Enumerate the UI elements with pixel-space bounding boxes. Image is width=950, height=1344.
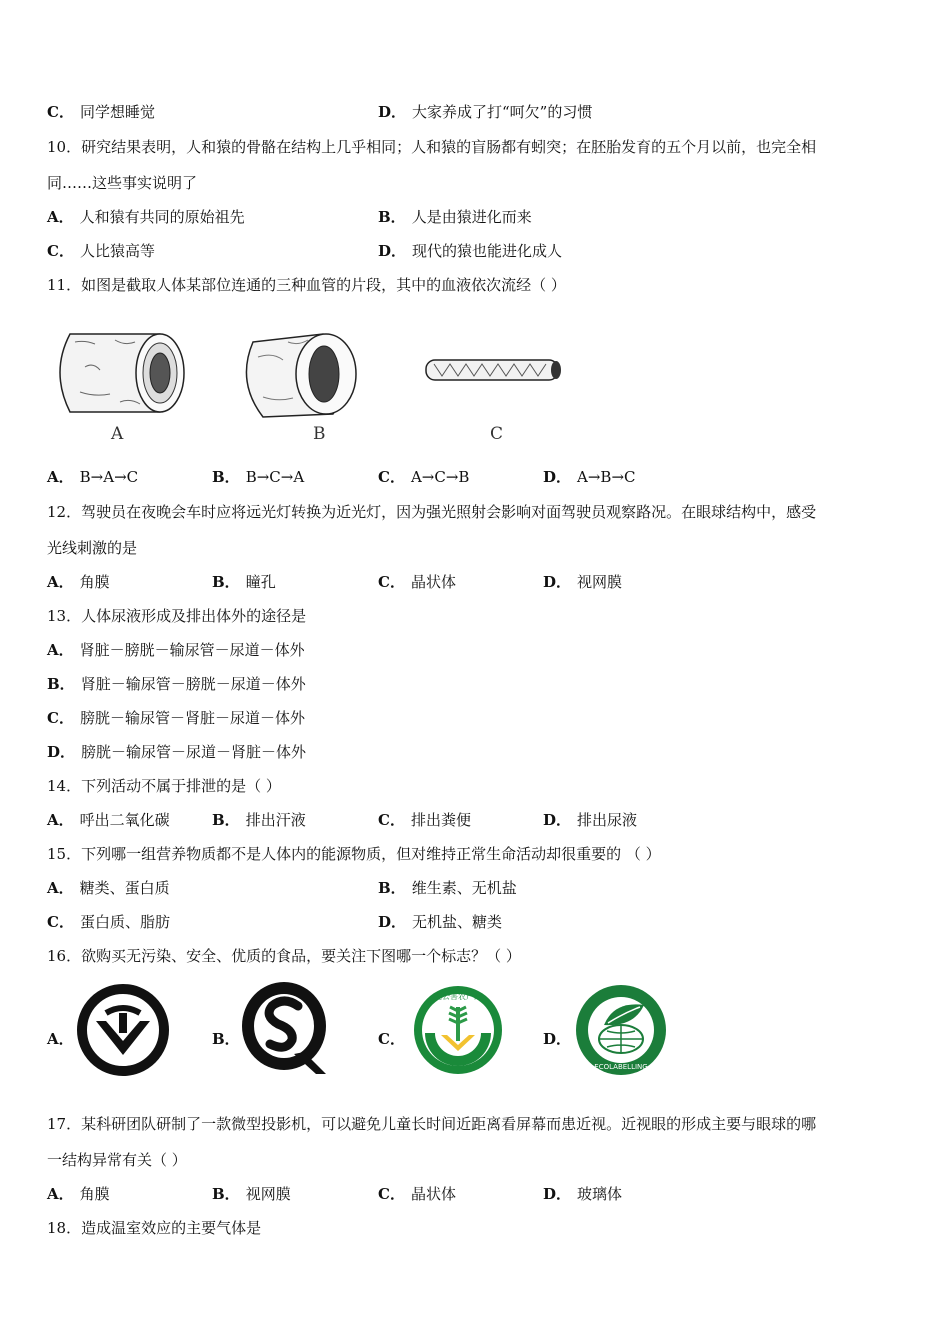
fig-label-a: A <box>111 424 124 444</box>
q10-stem-line1: 10．研究结果表明，人和猿的骨骼在结构上几乎相同；人和猿的盲肠都有蚓突；在胚胎发育的五个月以前，也完全相 <box>47 138 817 156</box>
q11-option-c: C． A→C→B <box>378 468 470 486</box>
q14-stem: 14．下列活动不属于排泄的是（ ） <box>47 777 281 795</box>
q13-option-a: A． 肾脏－膀胱－输尿管－尿道－体外 <box>47 641 305 659</box>
q11-option-d: D． A→B→C <box>543 468 636 486</box>
q17-option-a: A． 角膜 <box>47 1185 110 1203</box>
q10-stem-line2: 同……这些事实说明了 <box>47 174 198 192</box>
q17-option-c: C． 晶状体 <box>378 1185 456 1203</box>
q16-stem: 16．欲购买无污染、安全、优质的食品，要关注下图哪一个标志？（ ） <box>47 947 521 965</box>
q14-option-b: B． 排出汗液 <box>212 811 306 829</box>
q15-stem: 15．下列哪一组营养物质都不是人体内的能源物质，但对维持正常生命活动却很重要的 （ ） <box>47 845 661 863</box>
q15-option-c: C． 蛋白质、脂肪 <box>47 913 170 931</box>
q15-option-b: B． 维生素、无机盐 <box>378 879 517 897</box>
q16-option-b: B． <box>212 1030 240 1048</box>
q12-stem-line2: 光线刺激的是 <box>47 539 138 557</box>
q13-option-b: B． 肾脏－输尿管－膀胱－尿道－体外 <box>47 675 306 693</box>
q15-option-a: A． 糖类、蛋白质 <box>47 879 170 897</box>
q12-option-a: A． 角膜 <box>47 573 110 591</box>
logo-c-text: 无公害农产品 <box>434 992 482 1001</box>
q16-option-a: A． <box>47 1030 74 1048</box>
q11-option-a: A． B→A→C <box>47 468 139 486</box>
logo-b-icon <box>238 978 330 1078</box>
q12-option-d: D． 视网膜 <box>543 573 623 591</box>
logo-d-icon <box>574 983 668 1077</box>
q16-option-c: C． <box>378 1030 405 1048</box>
q10-option-d: D． 现代的猿也能进化成人 <box>378 242 563 260</box>
q14-option-d: D． 排出尿液 <box>543 811 638 829</box>
q9-option-c: C． 同学想睡觉 <box>47 103 155 121</box>
q13-option-d: D． 膀胱－输尿管－尿道－肾脏－体外 <box>47 743 307 761</box>
logo-a-icon <box>76 983 170 1077</box>
q17-option-b: B． 视网膜 <box>212 1185 291 1203</box>
logo-d-text: ECOLABELLING <box>594 1063 648 1071</box>
q12-option-c: C． 晶状体 <box>378 573 456 591</box>
q17-option-d: D． 玻璃体 <box>543 1185 623 1203</box>
q12-stem-line1: 12．驾驶员在夜晚会车时应将远光灯转换为近光灯，因为强光照射会影响对面驾驶员观察路况。在眼球结构中，感受 <box>47 503 817 521</box>
logo-c-icon <box>411 983 505 1077</box>
q10-option-c: C． 人比猿高等 <box>47 242 155 260</box>
q14-option-c: C． 排出粪便 <box>378 811 471 829</box>
q10-option-b: B． 人是由猿进化而来 <box>378 208 532 226</box>
fig-label-c: C <box>490 424 504 444</box>
q9-option-d: D． 大家养成了打“呵欠”的习惯 <box>378 103 593 121</box>
q14-option-a: A． 呼出二氧化碳 <box>47 811 170 829</box>
q17-stem-line2: 一结构异常有关（ ） <box>47 1151 187 1169</box>
q12-option-b: B． 瞳孔 <box>212 573 276 591</box>
q11-option-b: B． B→C→A <box>212 468 305 486</box>
q15-option-d: D． 无机盐、糖类 <box>378 913 503 931</box>
q16-option-d: D． <box>543 1030 572 1048</box>
q10-option-a: A． 人和猿有共同的原始祖先 <box>47 208 245 226</box>
q13-option-c: C． 膀胱－输尿管－肾脏－尿道－体外 <box>47 709 305 727</box>
q18-stem: 18．造成温室效应的主要气体是 <box>47 1219 262 1237</box>
q11-stem: 11．如图是截取人体某部位连通的三种血管的片段，其中的血液依次流经（ ） <box>47 276 566 294</box>
vessel-b-illustration <box>238 322 368 422</box>
vessel-a-illustration <box>55 322 190 422</box>
q17-stem-line1: 17．某科研团队研制了一款微型投影机，可以避免儿童长时间近距离看屏幕而患近视。近视眼的形成主要与眼球的哪 <box>47 1115 817 1133</box>
fig-label-b: B <box>313 424 326 444</box>
vessel-c-illustration <box>422 352 567 388</box>
q13-stem: 13．人体尿液形成及排出体外的途径是 <box>47 607 307 625</box>
